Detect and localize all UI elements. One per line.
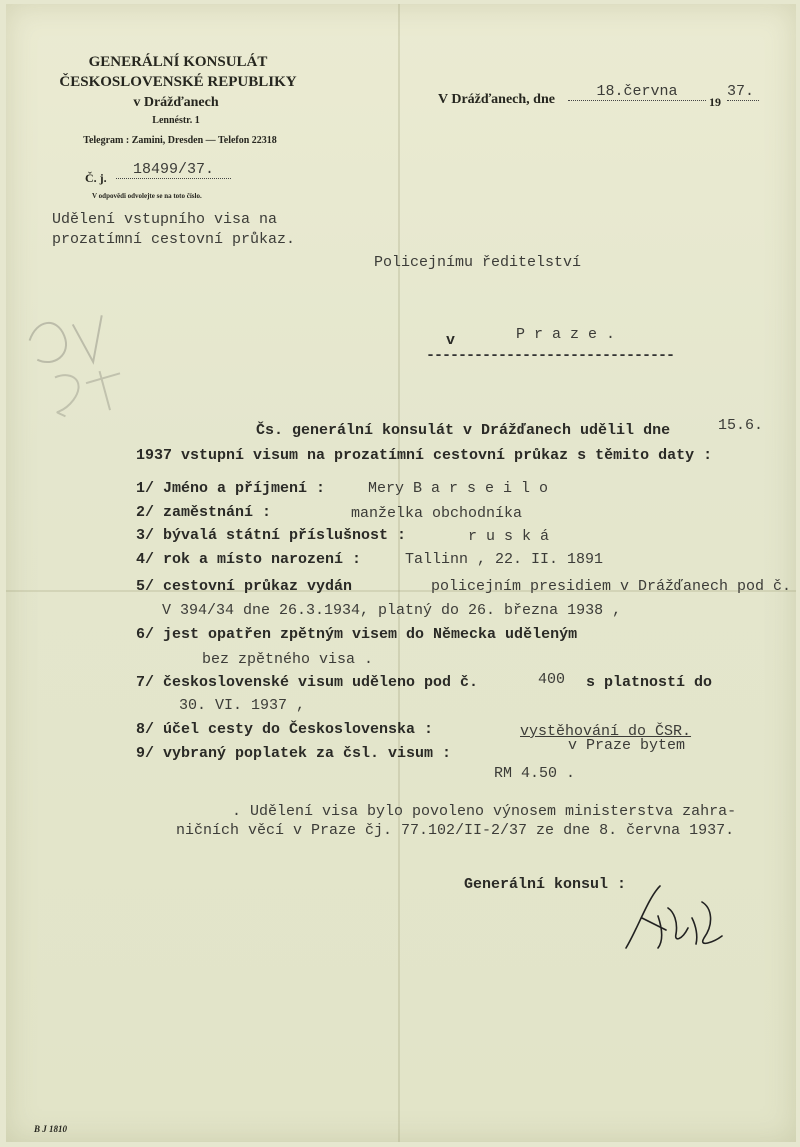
item7-number: 400 (538, 671, 566, 688)
letterhead-line1: GENERÁLNÍ KONSULÁT (88, 54, 268, 70)
item9-value: RM 4.50 . (494, 765, 576, 782)
recipient-underline: ------------------------------- (426, 347, 675, 364)
item9-label: 9/ vybraný poplatek za čsl. visum : (136, 745, 452, 762)
item4-value: Tallinn , 22. II. 1891 (405, 551, 604, 568)
item8-label: 8/ účel cesty do Československa : (136, 721, 434, 738)
archive-pencil-mark (15, 297, 142, 441)
item7-label2: s platností do (586, 674, 713, 691)
subject-line1: Udělení vstupního visa na (52, 211, 278, 228)
item1-label: 1/ Jméno a příjmení : (136, 480, 326, 497)
closing-line1: . Udělení visa bylo povoleno výnosem ministerstva zahra- (232, 803, 737, 820)
item3-label: 3/ bývalá státní příslušnost : (136, 527, 407, 544)
letterhead-contact: Telegram : Zamini, Dresden — Telefon 22318 (83, 135, 277, 146)
item6-label: 6/ jest opatřen zpětným visem do Německa uděleným (136, 626, 578, 643)
subject-line2: prozatímní cestovní průkaz. (52, 231, 296, 248)
handwritten-signature (618, 878, 728, 963)
item7-value: 30. VI. 1937 , (179, 697, 306, 714)
intro-line1: Čs. generální konsulát v Drážďanech udělil dne (256, 422, 671, 439)
reference-number: 18499/37. (132, 161, 214, 178)
letterhead-line2: ČESKOSLOVENSKÉ REPUBLIKY (59, 74, 297, 90)
footer-code: B J 1810 (34, 1124, 68, 1134)
item7-label: 7/ československé visum uděleno pod č. (136, 674, 479, 691)
closing-line2: ničních věcí v Praze čj. 77.102/II-2/37 ze dne 8. června 1937. (176, 822, 735, 839)
date-year-field (727, 82, 759, 101)
date-year: 37. (727, 83, 755, 100)
item2-label: 2/ zaměstnání : (136, 504, 272, 521)
letterhead-address: Lennéstr. 1 (152, 115, 200, 126)
date-prefix: V Drážďanech, dne (438, 92, 555, 107)
pencil-scribble-icon (15, 297, 141, 431)
item1-value: Mery B a r s e i l o (368, 480, 549, 497)
item5-value2: V 394/34 dne 26.3.1934, platný do 26. března 1938 , (162, 602, 622, 619)
intro-date: 15.6. (718, 417, 764, 434)
item8-note: v Praze bytem (568, 737, 686, 754)
signature-label: Generální konsul : (464, 876, 627, 893)
recipient-in: v (446, 332, 456, 349)
date-day-month: 18.června (596, 83, 678, 100)
recipient-city: P r a z e . (516, 326, 616, 343)
reply-note: V odpovědi odvolejte se na toto číslo. (92, 192, 202, 200)
paper-fold-vertical (398, 4, 400, 1142)
item6-value: bez zpětného visa . (202, 651, 374, 668)
reference-number-field (116, 160, 231, 179)
item8-value: vystěhování do ČSR. (520, 723, 692, 740)
date-year-prefix: 19 (709, 95, 721, 109)
intro-line2: 1937 vstupní visum na prozatímní cestovní průkaz s těmito daty : (136, 447, 713, 464)
document-page (6, 4, 796, 1142)
signature-scribble-icon (618, 878, 728, 958)
letterhead-line3: v Drážďanech (133, 95, 219, 110)
reference-label: Č. j. (85, 171, 107, 185)
date-day-month-field (568, 82, 706, 101)
item3-value: r u s k á (468, 528, 550, 545)
recipient-name: Policejnímu ředitelství (374, 254, 582, 271)
item2-value: manželka obchodníka (351, 505, 523, 522)
item5-value1: policejním presidiem v Drážďanech pod č. (431, 578, 792, 595)
item4-label: 4/ rok a místo narození : (136, 551, 362, 568)
item5-label: 5/ cestovní průkaz vydán (136, 578, 353, 595)
